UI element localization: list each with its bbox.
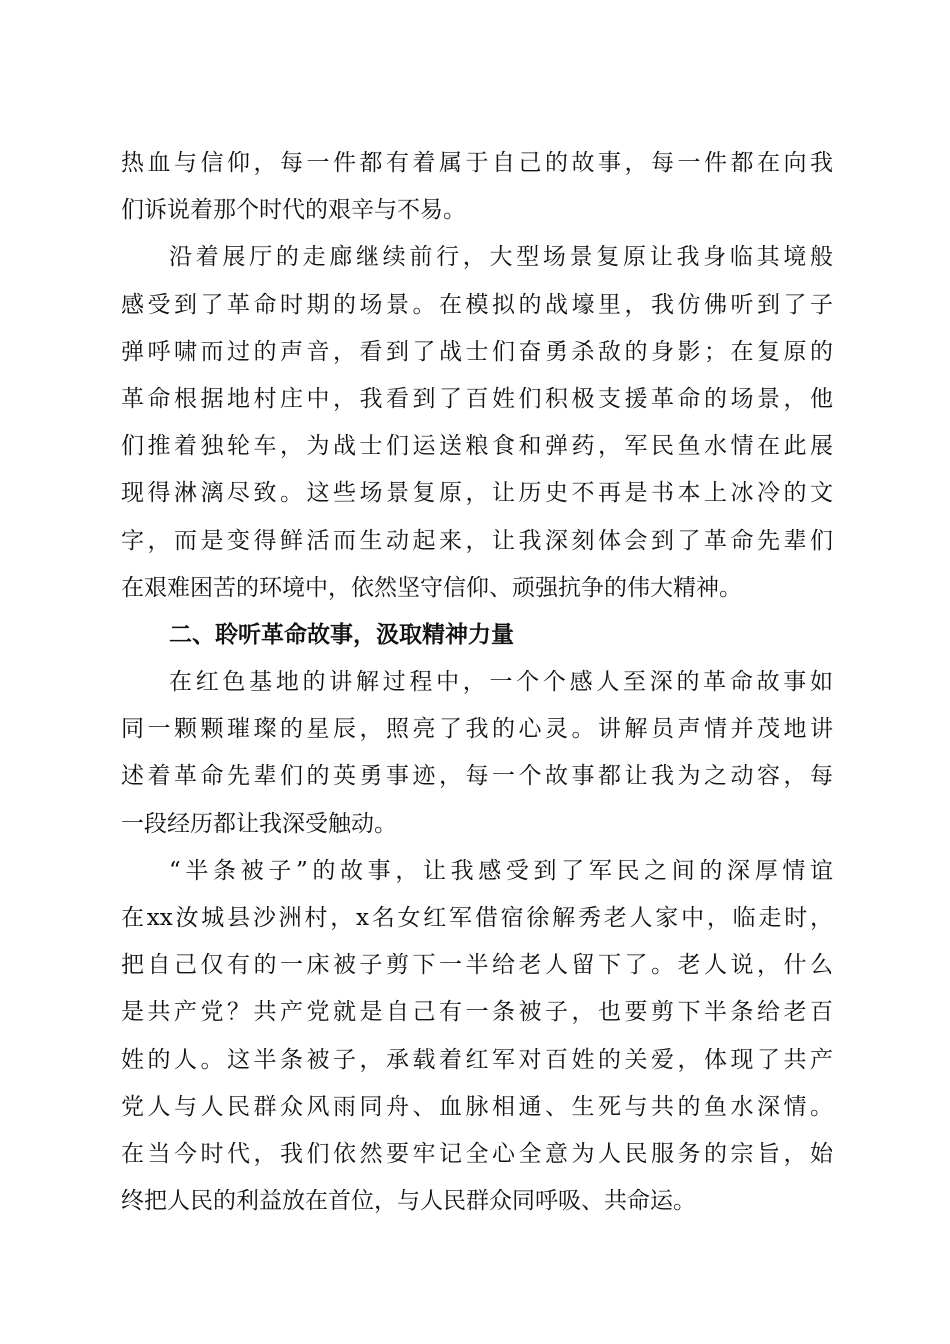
text-line: “半条被子”的故事，让我感受到了军民之间的深厚情谊 — [169, 857, 833, 884]
text-line: 热血与信仰，每一件都有着属于自己的故事，每一件都在向我 — [121, 150, 833, 176]
section-heading: 二、聆听革命故事，汲取精神力量 — [169, 621, 514, 648]
text-line: 在红色基地的讲解过程中，一个个感人至深的革命故事如 — [169, 669, 833, 696]
text-line: 把自己仅有的一床被子剪下一半给老人留下了。老人说，什么 — [121, 952, 833, 979]
text-line: 姓的人。这半条被子，承载着红军对百姓的关爱，体现了共产 — [121, 1046, 833, 1073]
paragraph-guided-tour — [121, 659, 833, 848]
text-line: 革命根据地村庄中，我看到了百姓们积极支援革命的场景，他 — [121, 385, 833, 412]
text-line: 是共产党？共产党就是自己有一条被子，也要剪下半条给老百 — [121, 999, 833, 1026]
text-line: 们诉说着那个时代的艰辛与不易。 — [121, 197, 466, 224]
paragraph-exhibition-scenes — [121, 234, 833, 612]
text-line: 弹呼啸而过的声音，看到了战士们奋勇杀敌的身影；在复原的 — [121, 338, 833, 365]
text-line: 终把人民的利益放在首位，与人民群众同呼吸、共命运。 — [121, 1188, 696, 1215]
text-line: 在艰难困苦的环境中，依然坚守信仰、顽强抗争的伟大精神。 — [121, 574, 742, 601]
text-line: 同一颗颗璀璨的星辰，照亮了我的心灵。讲解员声情并茂地讲 — [121, 716, 833, 743]
text-line: 一段经历都让我深受触动。 — [121, 810, 397, 837]
text-line: 们推着独轮车，为战士们运送粮食和弹药，军民鱼水情在此展 — [121, 433, 833, 460]
paragraph-half-quilt-story — [121, 848, 833, 1226]
text-line: 字，而是变得鲜活而生动起来，让我深刻体会到了革命先辈们 — [121, 527, 833, 554]
text-line: 在当今时代，我们依然要牢记全心全意为人民服务的宗旨，始 — [121, 1140, 833, 1167]
text-line: 述着革命先辈们的英勇事迹，每一个故事都让我为之动容，每 — [121, 763, 833, 790]
text-line: 党人与人民群众风雨同舟、血脉相通、生死与共的鱼水深情。 — [121, 1093, 833, 1120]
text-line: 感受到了革命时期的场景。在模拟的战壕里，我仿佛听到了子 — [121, 291, 833, 318]
text-line: 沿着展厅的走廊继续前行，大型场景复原让我身临其境般 — [169, 244, 833, 271]
text-line: 现得淋漓尽致。这些场景复原，让历史不再是书本上冰冷的文 — [121, 480, 833, 507]
paragraph-continuation — [121, 140, 833, 234]
text-line: 在xx汝城县沙洲村，x名女红军借宿徐解秀老人家中，临走时， — [121, 905, 833, 931]
document-page — [121, 140, 833, 1225]
